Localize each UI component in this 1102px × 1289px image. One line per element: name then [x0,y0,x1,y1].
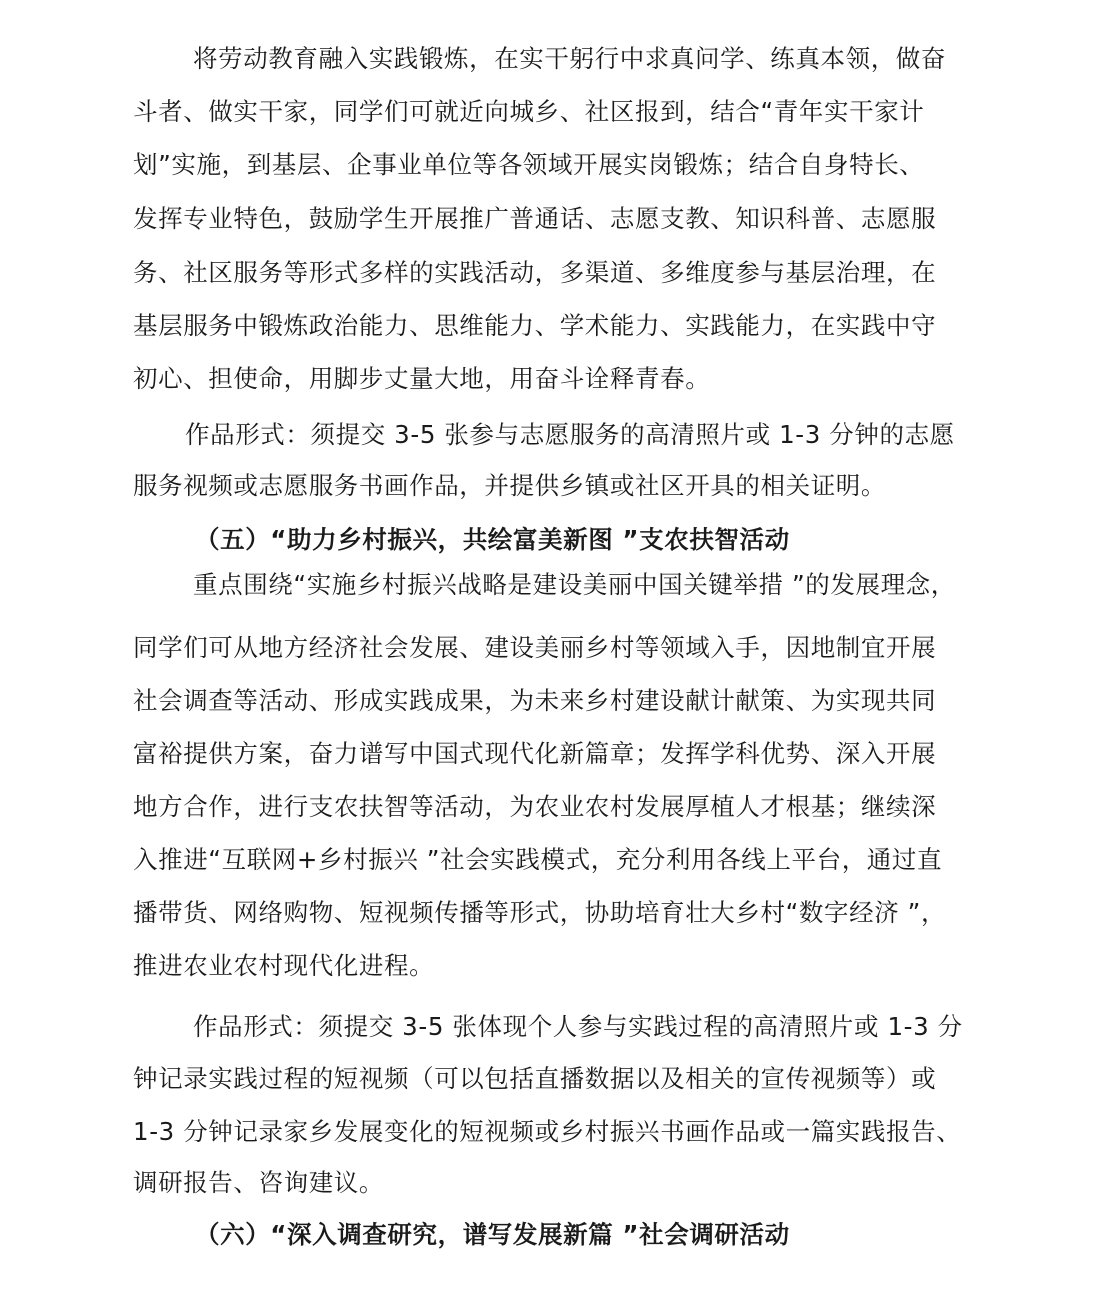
paragraph-labor-line: 将劳动教育融入实践锻炼，在实干躬行中求真问学、练真本领，做奋 [193,44,946,73]
paragraph-labor-line: 划”实施，到基层、企事业单位等各领域开展实岗锻炼；结合自身特长、 [133,150,925,179]
paragraph-rural-line: 推进农业农村现代化进程。 [133,951,435,980]
paragraph-labor-line: 务、社区服务等形式多样的实践活动，多渠道、多维度参与基层治理，在 [133,258,937,287]
paragraph-labor-line: 基层服务中锻炼政治能力、思维能力、学术能力、实践能力，在实践中守 [133,311,937,340]
format-requirement-line: 作品形式：须提交 3-5 张参与志愿服务的高清照片或 1-3 分钟的志愿 [185,420,955,449]
paragraph-labor-line: 斗者、做实干家，同学们可就近向城乡、社区报到，结合“青年实干家计 [133,97,925,126]
section-heading-six: （六）“深入调查研究，谱写发展新篇 ”社会调研活动 [195,1220,790,1249]
section-heading-five: （五）“助力乡村振兴，共绘富美新图 ”支农扶智活动 [195,525,790,554]
format-requirement-line: 服务视频或志愿服务书画作品，并提供乡镇或社区开具的相关证明。 [133,471,886,500]
paragraph-labor-line: 初心、担使命，用脚步丈量大地，用奋斗诠释青春。 [133,364,711,393]
paragraph-labor-line: 发挥专业特色，鼓励学生开展推广普通话、志愿支教、知识科普、志愿服 [133,204,937,233]
format-requirement-line: 调研报告、咨询建议。 [133,1168,384,1197]
paragraph-rural-line: 同学们可从地方经济社会发展、建设美丽乡村等领域入手，因地制宜开展 [133,633,937,662]
paragraph-rural-line: 社会调查等活动、形成实践成果，为未来乡村建设献计献策、为实现共同 [133,686,937,715]
paragraph-rural-line: 播带货、网络购物、短视频传播等形式，协助培育壮大乡村“数字经济 ”， [133,898,947,927]
format-requirement-line: 1-3 分钟记录家乡发展变化的短视频或乡村振兴书画作品或一篇实践报告、 [133,1117,962,1146]
paragraph-rural-line: 地方合作，进行支农扶智等活动，为农业农村发展厚植人才根基；继续深 [133,792,937,821]
paragraph-rural-line: 富裕提供方案，奋力谱写中国式现代化新篇章；发挥学科优势、深入开展 [133,739,937,768]
paragraph-rural-line: 入推进“互联网+乡村振兴 ”社会实践模式，充分利用各线上平台，通过直 [133,845,943,874]
format-requirement-line: 钟记录实践过程的短视频（可以包括直播数据以及相关的宣传视频等）或 [133,1064,937,1093]
format-requirement-line: 作品形式：须提交 3-5 张体现个人参与实践过程的高清照片或 1-3 分 [193,1012,963,1041]
paragraph-rural-line: 重点围绕“实施乡村振兴战略是建设美丽中国关键举措 ”的发展理念， [193,570,956,599]
